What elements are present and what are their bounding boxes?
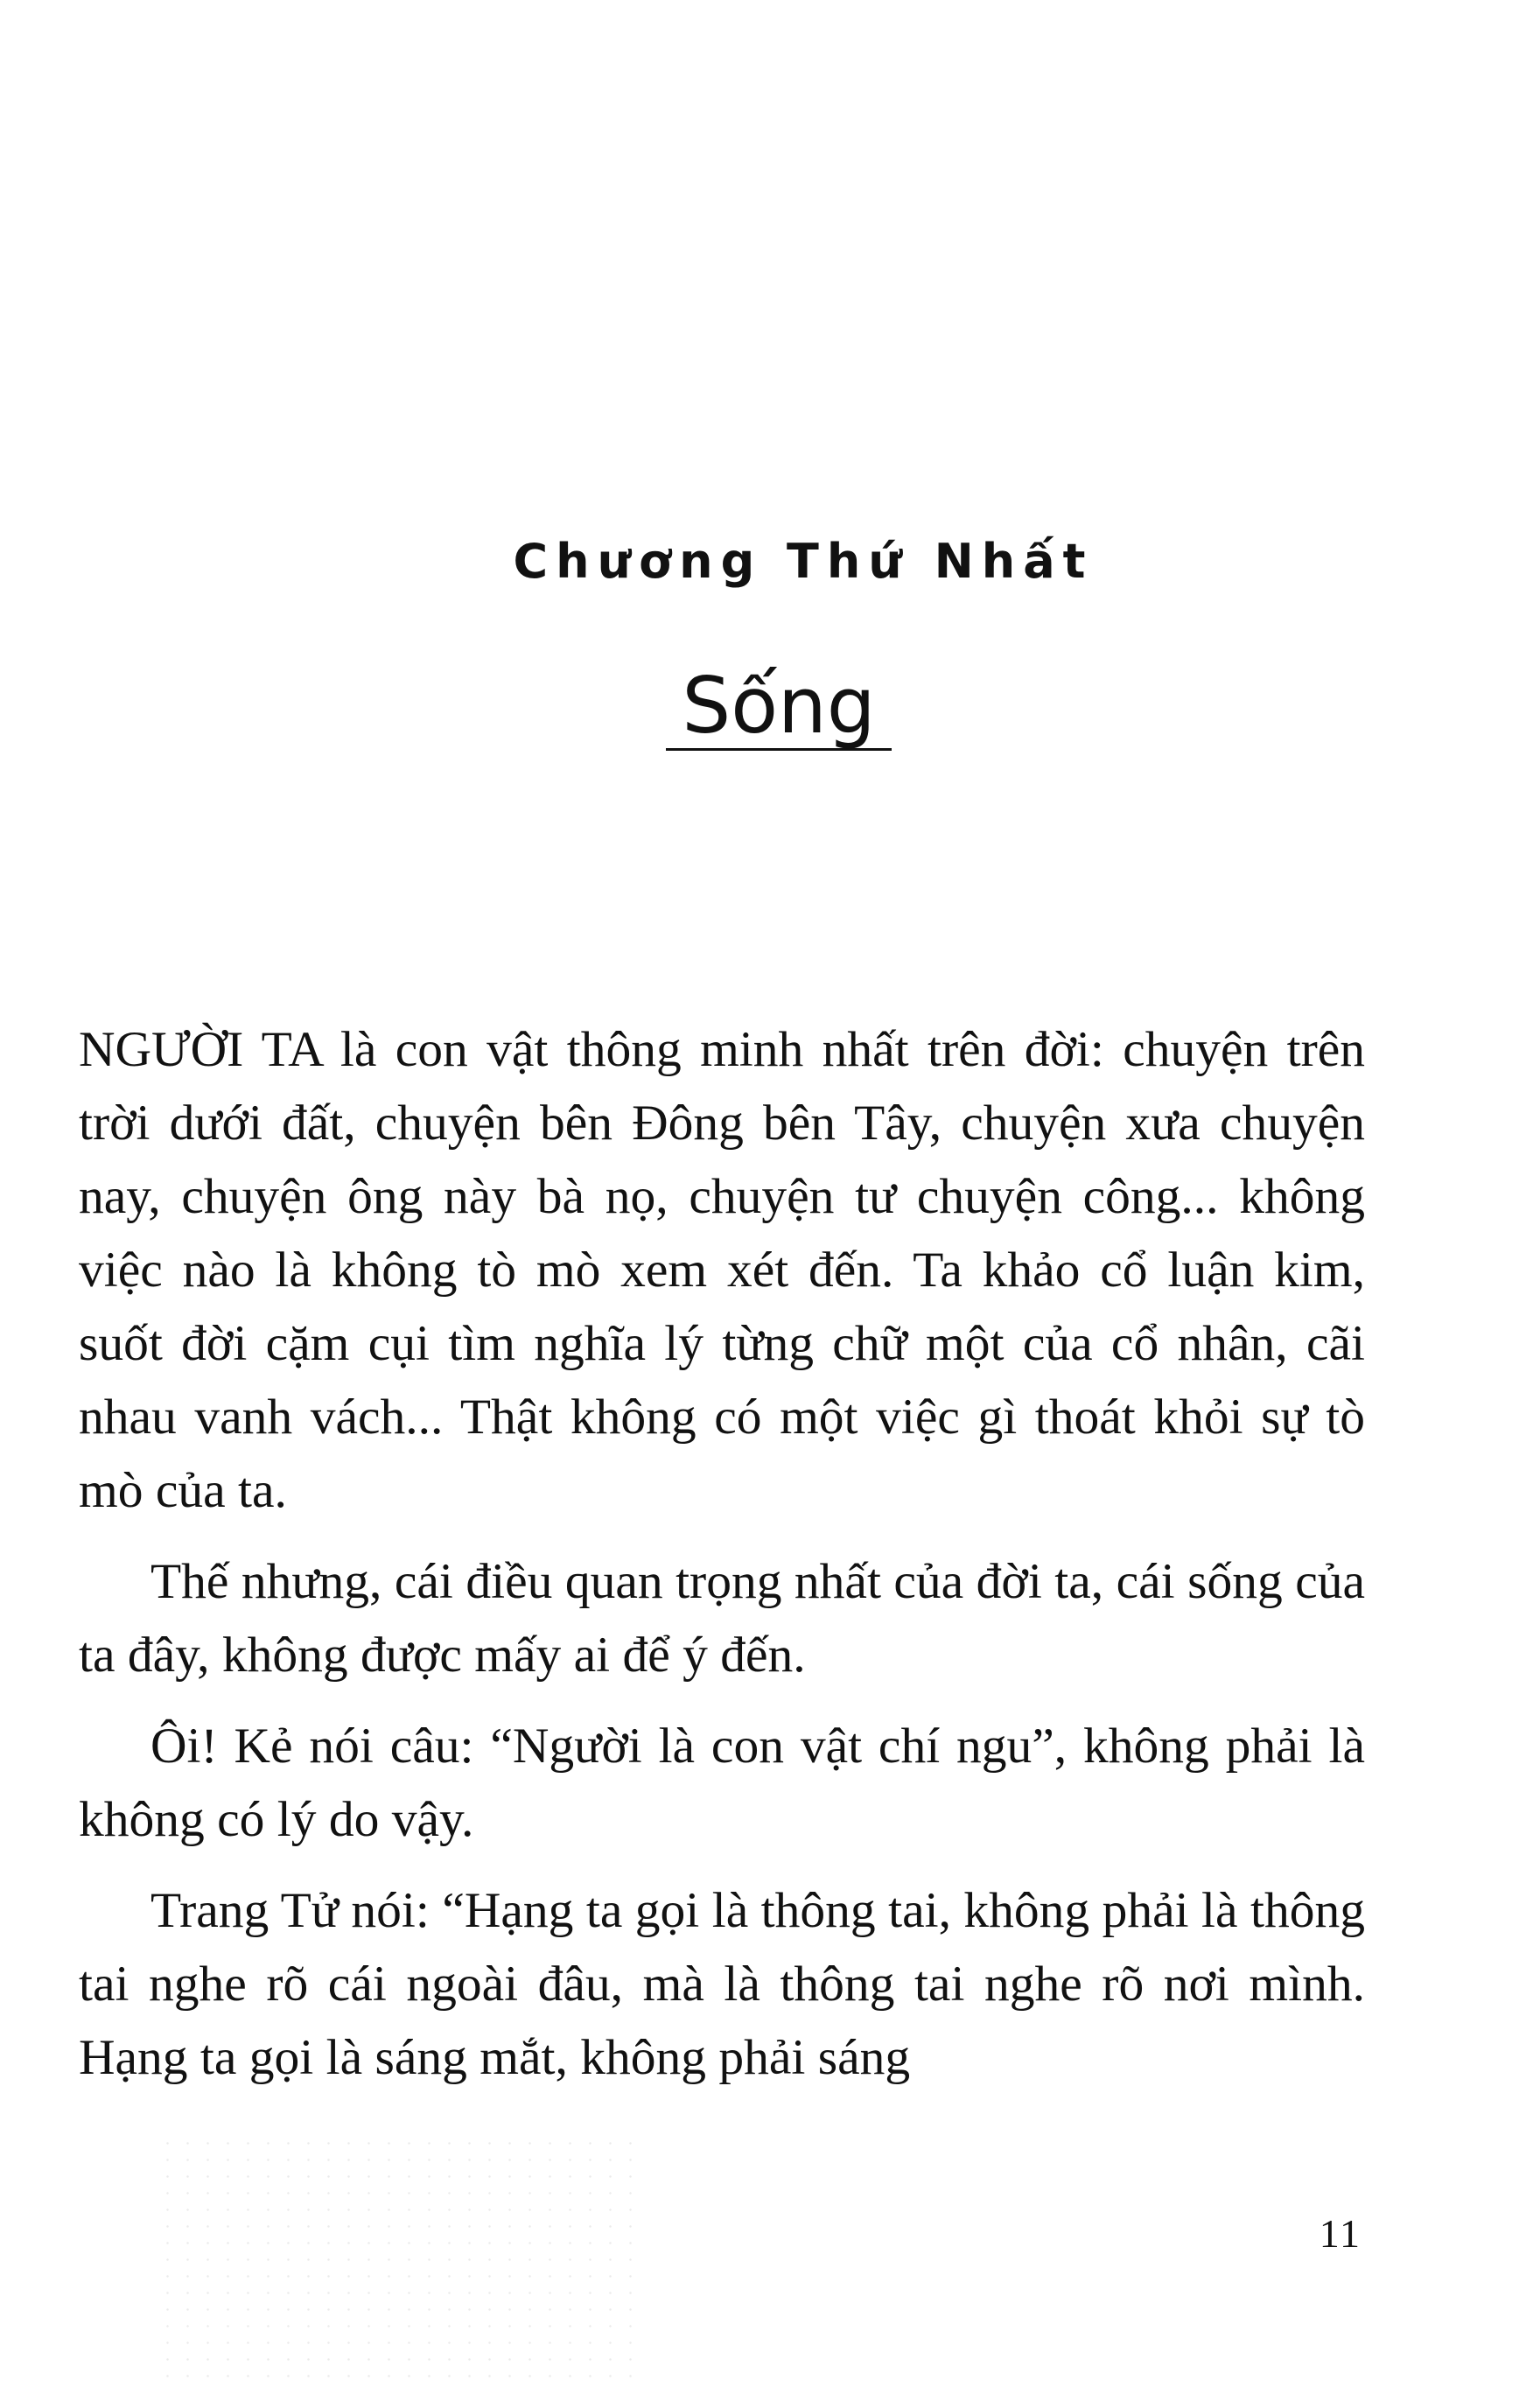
- scan-speckle: [158, 2135, 648, 2380]
- paragraph-2: Thế nhưng, cái điều quan trọng nhất của đời ta, cái sống của ta đây, không được mấy ai để ý đến.: [79, 1554, 1365, 1683]
- chapter-label: Chương Thứ Nhất: [513, 534, 1094, 589]
- page-number: 11: [1319, 2211, 1362, 2256]
- paragraph-4: Trang Tử nói: “Hạng ta gọi là thông tai, không phải là thông tai nghe rõ cái ngoài đâu, mà là thông tai nghe rõ nơi mình. Hạng ta gọi là sáng mắt, không phải sáng: [79, 1883, 1365, 2085]
- paragraph-1: NGƯỜI TA là con vật thông minh nhất trên đời: chuyện trên trời dưới đất, chuyện bên Đông bên Tây, chuyện xưa chuyện nay, chuyện ông này bà nọ, chuyện tư chuyện công... không việc nào là không tò mò xem xét đến. Ta khảo cổ luận kim, suốt đời cặm cụi tìm nghĩa lý từng chữ một của cổ nhân, cãi nhau vanh vách... Thật không có một việc gì thoát khỏi sự tò mò của ta.: [79, 1022, 1365, 1518]
- body-text: [79, 1013, 1365, 2112]
- paragraph-3: Ôi! Kẻ nói câu: “Người là con vật chí ngu”, không phải là không có lý do vậy.: [79, 1718, 1365, 1847]
- chapter-title-text: Sống: [666, 664, 891, 751]
- chapter-title: [9, 661, 1540, 751]
